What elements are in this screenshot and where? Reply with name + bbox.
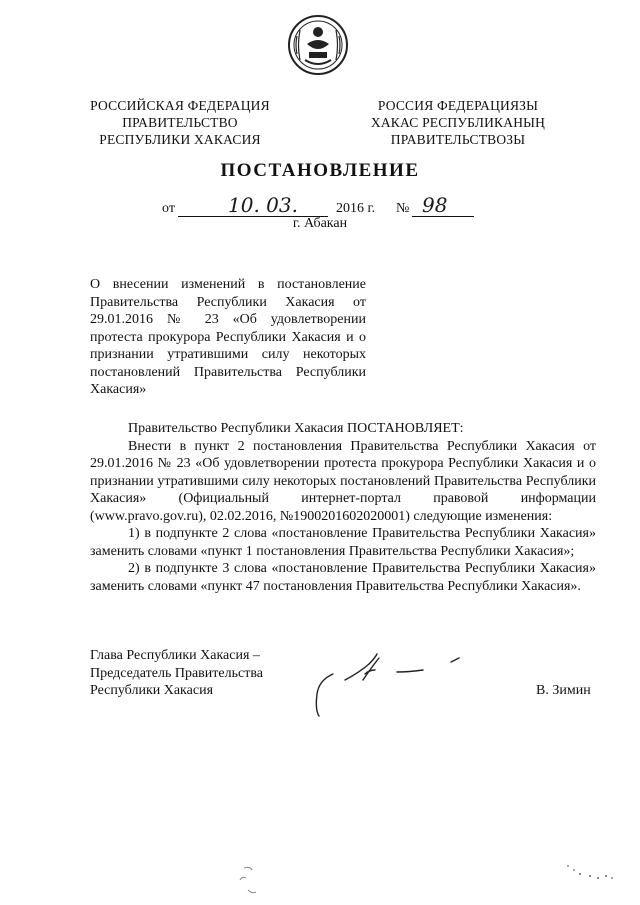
handwritten-signature — [305, 650, 475, 722]
city: г. Абакан — [292, 216, 348, 231]
header-left-line-3: РЕСПУБЛИКИ ХАКАСИЯ — [99, 132, 261, 147]
body-paragraph: Внести в пункт 2 постановления Правительства Республики Хакасия от 29.01.2016 № 23 «Об удовлетворении протеста прокурора Республики Хакасия и о признании утратившими силу некоторых постановлений Правительства Республики Хакасия» (Официальный интернет-портал правовой информации (www.pravo.gov.ru), 02.02.2016, №1900201602020001) следующие изменения: — [90, 438, 596, 524]
header-left — [80, 97, 280, 148]
signatory-position-line-1: Глава Республики Хакасия – — [90, 648, 260, 663]
body-paragraph: 2) в подпункте 3 слова «постановление Правительства Республики Хакасия» заменить словами «пункт 47 постановления Правительства Республики Хакасия». — [90, 561, 596, 594]
document-title: ПОСТАНОВЛЕНИЕ — [220, 160, 420, 181]
body-paragraph: 1) в подпункте 2 слова «постановление Правительства Республики Хакасия» заменить словами «пункт 1 постановления Правительства Республики Хакасия»; — [90, 526, 596, 559]
header-left-line-2: ПРАВИТЕЛЬСТВО — [122, 115, 238, 130]
scan-mark — [560, 858, 620, 888]
signatory-position — [90, 647, 310, 700]
document-subject: О внесении изменений в постановление Правительства Республики Хакасия от 29.01.2016 № 23 «Об удовлетворении протеста прокурора Республики Хакасия и о признании утратившими силу некоторых постановлений Правительства Республики Хакасия» — [90, 277, 366, 397]
signatory-position-line-2: Председатель Правительства — [90, 665, 263, 681]
handwritten-date: 10. 03. — [228, 193, 298, 217]
header-right-line-2: ХАКАС РЕСПУБЛИКАНЫҢ — [370, 115, 546, 130]
header-left-line-1: РОССИЙСКАЯ ФЕДЕРАЦИЯ — [90, 98, 270, 113]
date-year: 2016 г. — [336, 201, 376, 216]
signatory-position-line-3: Республики Хакасия — [90, 683, 214, 698]
handwritten-number: 98 — [422, 193, 448, 217]
number-sign: № — [396, 201, 410, 216]
date-prefix: от — [162, 201, 175, 216]
header-right-line-3: ПРАВИТЕЛЬСТВОЗЫ — [390, 132, 526, 147]
signatory-name: В. Зимин — [536, 683, 591, 698]
document-body — [90, 420, 596, 595]
header-right — [348, 97, 568, 148]
header-right-line-1: РОССИЯ ФЕДЕРАЦИЯЗЫ — [377, 98, 539, 113]
body-paragraph: Правительство Республики Хакасия ПОСТАНОВЛЯЕТ: — [128, 421, 464, 436]
scan-mark — [230, 862, 270, 898]
coat-of-arms-icon — [287, 14, 349, 76]
